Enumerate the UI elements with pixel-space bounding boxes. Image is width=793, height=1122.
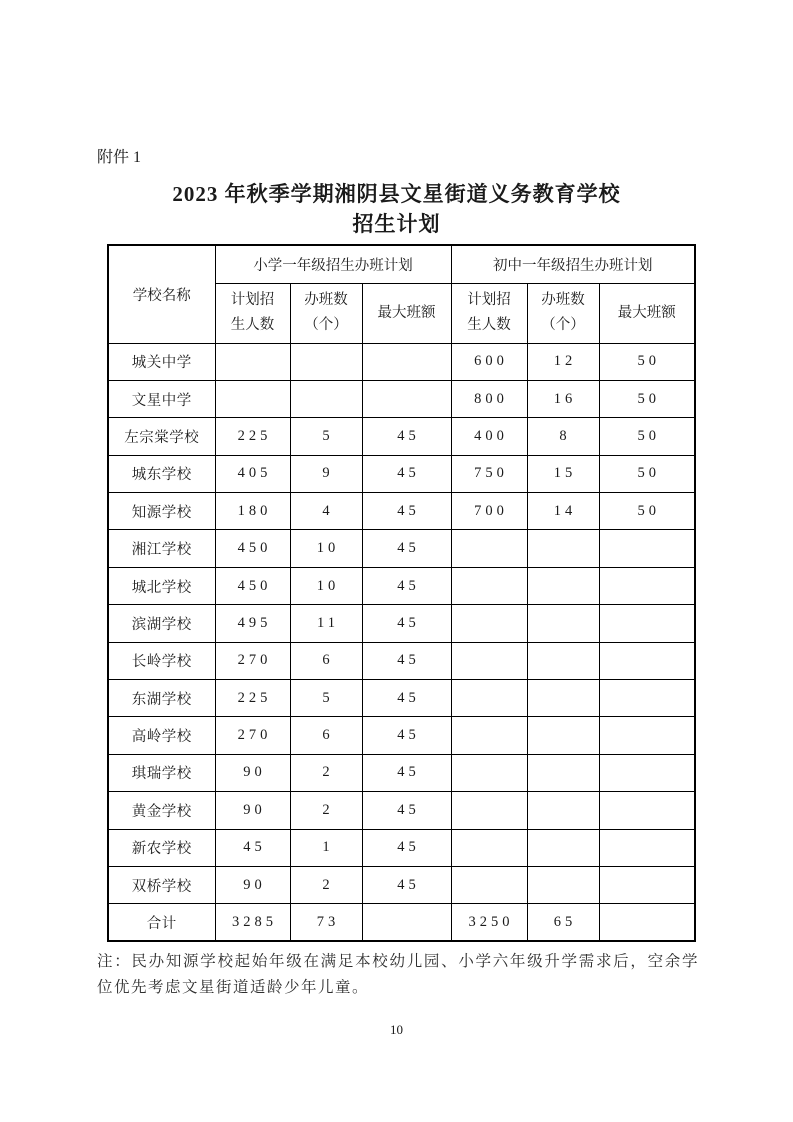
value-cell: 225 bbox=[215, 418, 290, 455]
value-cell bbox=[451, 754, 527, 791]
table-row bbox=[108, 530, 695, 567]
value-cell bbox=[599, 717, 695, 754]
value-cell bbox=[527, 829, 599, 866]
value-cell: 50 bbox=[599, 493, 695, 530]
table-row bbox=[108, 904, 695, 941]
value-cell bbox=[599, 829, 695, 866]
value-cell bbox=[599, 642, 695, 679]
value-cell bbox=[451, 530, 527, 567]
value-cell: 9 bbox=[290, 455, 362, 492]
value-cell: 45 bbox=[362, 567, 451, 604]
value-cell: 8 bbox=[527, 418, 599, 455]
school-name-cell: 湘江学校 bbox=[108, 530, 215, 567]
header-line: （个） bbox=[541, 317, 585, 333]
value-cell: 10 bbox=[290, 567, 362, 604]
value-cell: 14 bbox=[527, 493, 599, 530]
value-cell: 400 bbox=[451, 418, 527, 455]
header-junior-group: 初中一年级招生办班计划 bbox=[451, 245, 695, 283]
table-row bbox=[108, 567, 695, 604]
value-cell bbox=[362, 380, 451, 417]
header-primary-classes bbox=[290, 283, 362, 343]
value-cell bbox=[527, 866, 599, 903]
value-cell: 225 bbox=[215, 680, 290, 717]
school-name-cell: 知源学校 bbox=[108, 493, 215, 530]
value-cell bbox=[527, 567, 599, 604]
value-cell: 45 bbox=[362, 866, 451, 903]
header-line: 计划招 bbox=[467, 292, 511, 308]
value-cell: 45 bbox=[362, 792, 451, 829]
value-cell bbox=[527, 717, 599, 754]
enrollment-plan-table bbox=[107, 244, 696, 942]
value-cell: 700 bbox=[451, 493, 527, 530]
table-row bbox=[108, 418, 695, 455]
header-line: （个） bbox=[304, 317, 348, 333]
value-cell bbox=[599, 605, 695, 642]
value-cell: 73 bbox=[290, 904, 362, 941]
value-cell bbox=[451, 717, 527, 754]
value-cell: 45 bbox=[362, 680, 451, 717]
value-cell: 1 bbox=[290, 829, 362, 866]
value-cell: 180 bbox=[215, 493, 290, 530]
header-line: 办班数 bbox=[304, 292, 348, 308]
school-name-cell: 滨湖学校 bbox=[108, 605, 215, 642]
table-row bbox=[108, 717, 695, 754]
value-cell: 65 bbox=[527, 904, 599, 941]
value-cell: 45 bbox=[362, 605, 451, 642]
table-body bbox=[108, 343, 695, 941]
school-name-cell: 长岭学校 bbox=[108, 642, 215, 679]
value-cell bbox=[599, 792, 695, 829]
value-cell bbox=[451, 605, 527, 642]
value-cell: 50 bbox=[599, 455, 695, 492]
table-row bbox=[108, 866, 695, 903]
value-cell bbox=[599, 680, 695, 717]
value-cell: 45 bbox=[362, 418, 451, 455]
value-cell: 45 bbox=[362, 717, 451, 754]
value-cell: 45 bbox=[362, 642, 451, 679]
value-cell bbox=[527, 792, 599, 829]
school-name-cell: 双桥学校 bbox=[108, 866, 215, 903]
value-cell: 2 bbox=[290, 792, 362, 829]
school-name-cell: 新农学校 bbox=[108, 829, 215, 866]
value-cell: 800 bbox=[451, 380, 527, 417]
header-junior-max: 最大班额 bbox=[599, 283, 695, 343]
value-cell: 45 bbox=[362, 754, 451, 791]
value-cell: 90 bbox=[215, 866, 290, 903]
header-line: 计划招 bbox=[230, 292, 275, 308]
school-name-cell: 城北学校 bbox=[108, 567, 215, 604]
value-cell: 3250 bbox=[451, 904, 527, 941]
value-cell: 450 bbox=[215, 530, 290, 567]
value-cell bbox=[290, 343, 362, 380]
value-cell: 450 bbox=[215, 567, 290, 604]
value-cell: 750 bbox=[451, 455, 527, 492]
value-cell: 6 bbox=[290, 642, 362, 679]
value-cell bbox=[451, 866, 527, 903]
header-group-row bbox=[108, 245, 695, 283]
table-header bbox=[108, 245, 695, 343]
value-cell: 10 bbox=[290, 530, 362, 567]
header-primary-planned bbox=[215, 283, 290, 343]
value-cell bbox=[215, 343, 290, 380]
school-name-cell: 合计 bbox=[108, 904, 215, 941]
table-row bbox=[108, 493, 695, 530]
value-cell bbox=[451, 829, 527, 866]
table-row bbox=[108, 343, 695, 380]
title-line-2: 招生计划 bbox=[352, 212, 441, 236]
value-cell bbox=[451, 792, 527, 829]
school-name-cell: 城东学校 bbox=[108, 455, 215, 492]
value-cell: 5 bbox=[290, 680, 362, 717]
value-cell: 5 bbox=[290, 418, 362, 455]
value-cell: 16 bbox=[527, 380, 599, 417]
footnote-line-1: 注：民办知源学校起始年级在满足本校幼儿园、小学六年级升学需求后，空余学位 bbox=[97, 953, 699, 997]
school-name-cell: 文星中学 bbox=[108, 380, 215, 417]
page-number: 10 bbox=[390, 1022, 403, 1037]
document-title bbox=[0, 179, 793, 239]
value-cell bbox=[290, 380, 362, 417]
value-cell: 405 bbox=[215, 455, 290, 492]
header-line: 生人数 bbox=[230, 317, 275, 333]
header-school-name: 学校名称 bbox=[108, 245, 215, 343]
value-cell bbox=[599, 530, 695, 567]
school-name-cell: 琪瑞学校 bbox=[108, 754, 215, 791]
value-cell: 90 bbox=[215, 792, 290, 829]
value-cell bbox=[527, 680, 599, 717]
value-cell bbox=[527, 530, 599, 567]
value-cell: 495 bbox=[215, 605, 290, 642]
value-cell bbox=[451, 642, 527, 679]
header-primary-group: 小学一年级招生办班计划 bbox=[215, 245, 451, 283]
value-cell: 3285 bbox=[215, 904, 290, 941]
value-cell: 6 bbox=[290, 717, 362, 754]
header-line: 生人数 bbox=[467, 317, 511, 333]
title-line-1: 2023 年秋季学期湘阴县文星街道义务教育学校 bbox=[172, 182, 621, 206]
attachment-label: 附件 1 bbox=[97, 149, 142, 166]
school-name-cell: 高岭学校 bbox=[108, 717, 215, 754]
value-cell bbox=[451, 567, 527, 604]
value-cell bbox=[599, 904, 695, 941]
value-cell bbox=[362, 343, 451, 380]
header-primary-max: 最大班额 bbox=[362, 283, 451, 343]
value-cell: 45 bbox=[362, 829, 451, 866]
value-cell bbox=[451, 680, 527, 717]
table-row bbox=[108, 829, 695, 866]
value-cell: 50 bbox=[599, 343, 695, 380]
footnote-line-2: 优先考虑文星街道适龄少年儿童。 bbox=[114, 979, 370, 997]
value-cell: 45 bbox=[362, 530, 451, 567]
value-cell: 45 bbox=[215, 829, 290, 866]
value-cell: 15 bbox=[527, 455, 599, 492]
value-cell: 12 bbox=[527, 343, 599, 380]
value-cell: 4 bbox=[290, 493, 362, 530]
value-cell: 45 bbox=[362, 455, 451, 492]
header-junior-planned bbox=[451, 283, 527, 343]
value-cell: 50 bbox=[599, 418, 695, 455]
value-cell: 90 bbox=[215, 754, 290, 791]
school-name-cell: 东湖学校 bbox=[108, 680, 215, 717]
value-cell bbox=[527, 754, 599, 791]
value-cell: 600 bbox=[451, 343, 527, 380]
value-cell bbox=[215, 380, 290, 417]
value-cell: 270 bbox=[215, 717, 290, 754]
value-cell: 50 bbox=[599, 380, 695, 417]
value-cell bbox=[527, 605, 599, 642]
table-row bbox=[108, 754, 695, 791]
value-cell: 11 bbox=[290, 605, 362, 642]
value-cell bbox=[599, 866, 695, 903]
table-row bbox=[108, 605, 695, 642]
footnote bbox=[97, 949, 699, 1001]
value-cell: 45 bbox=[362, 493, 451, 530]
table-row bbox=[108, 455, 695, 492]
school-name-cell: 黄金学校 bbox=[108, 792, 215, 829]
value-cell bbox=[362, 904, 451, 941]
header-junior-classes bbox=[527, 283, 599, 343]
table-row bbox=[108, 792, 695, 829]
school-name-cell: 城关中学 bbox=[108, 343, 215, 380]
value-cell bbox=[599, 567, 695, 604]
header-line: 办班数 bbox=[541, 292, 585, 308]
value-cell bbox=[599, 754, 695, 791]
value-cell: 2 bbox=[290, 866, 362, 903]
value-cell bbox=[527, 642, 599, 679]
school-name-cell: 左宗棠学校 bbox=[108, 418, 215, 455]
table-row bbox=[108, 642, 695, 679]
table-row bbox=[108, 680, 695, 717]
value-cell: 270 bbox=[215, 642, 290, 679]
table-row bbox=[108, 380, 695, 417]
value-cell: 2 bbox=[290, 754, 362, 791]
